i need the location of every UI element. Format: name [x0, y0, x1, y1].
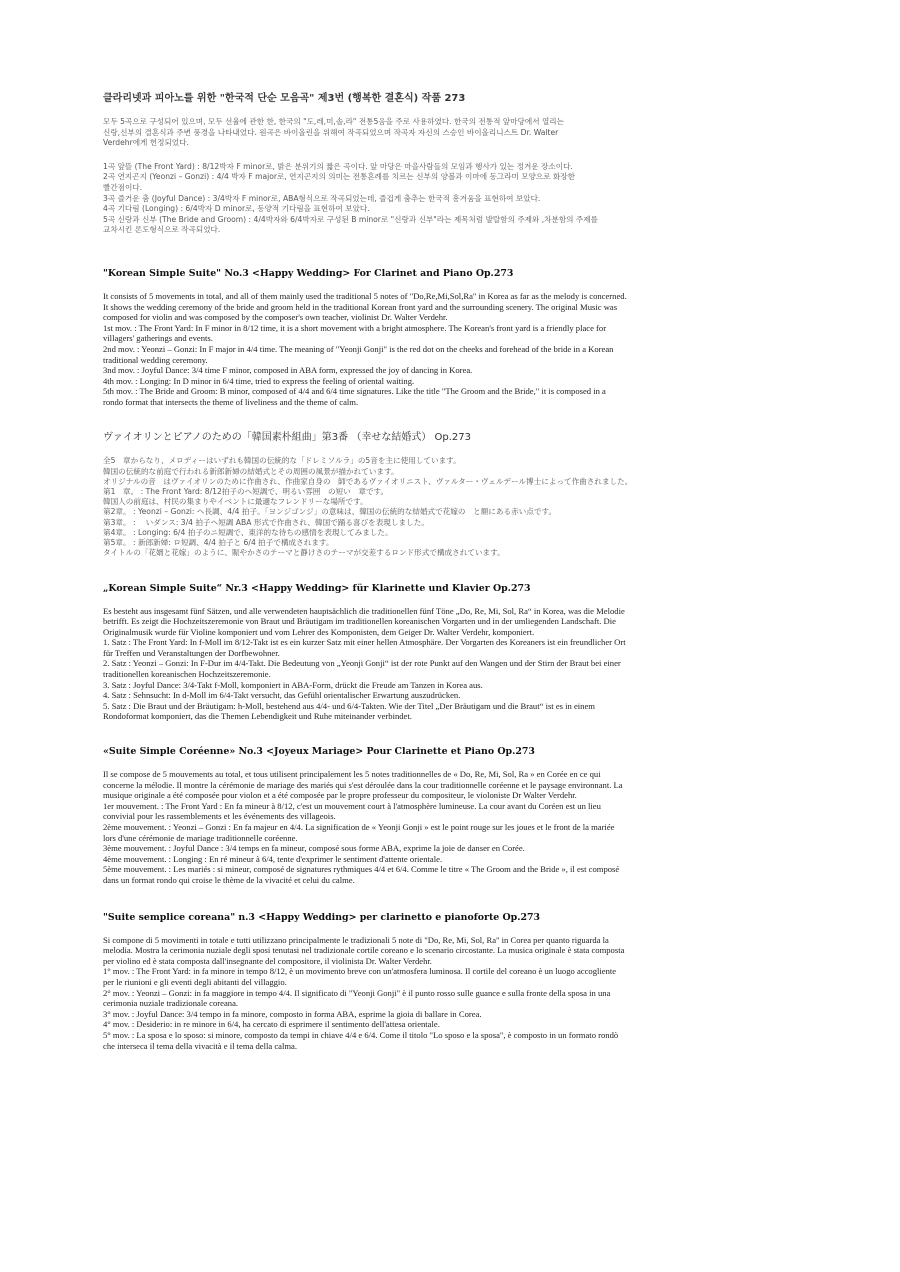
english-title: "Korean Simple Suite" No.3 <Happy Wedding> For Clarinet and Piano Op.273	[103, 267, 514, 279]
text-line: 2곡 연지곤지 (Yeonzi – Gonzi) : 4/4 박자 F major로, 연지곤지의 의미는 전통혼례를 치르는 신부의 양볼과 이마에 동그라미 모양으로 화장한	[103, 172, 575, 182]
text-line: 4th mov. : Longing: In D minor in 6/4 time, tried to express the feeling of oriental waiting.	[103, 375, 415, 386]
french-section	[103, 746, 796, 886]
text-line: Originalmusik wurde für Violine komponiert und vom Lehrer des Komponisten, dem Geiger Dr. Walter Verdehr, komponiert.	[103, 626, 535, 637]
text-line: melodia. Mostra la cerimonia nuziale degli sposi tenutasi nel tradizionale cortile coreano e lo scenario circostante. La musica originale è stata composta	[103, 945, 625, 956]
text-line: 3곡 즐거운 춤 (Joyful Dance) : 3/4박자 F minor로, ABA형식으로 작곡되었는데, 즐겁게 춤추는 한국적 흥겨움을 표현하여 보았다.	[103, 193, 541, 203]
text-line: 第5章。 : 新郎新婦: ロ短調、4/4 拍子と 6/4 拍子で構成されます。	[103, 538, 334, 548]
text-line: 4° mov. : Desiderio: in re minore in 6/4, ha cercato di esprimere il sentimento dell'attesa orientale.	[103, 1019, 440, 1030]
text-line: 3° mov. : Joyful Dance: 3/4 tempo in fa minore, composto in forma ABA, esprime la gioia di ballare in Corea.	[103, 1008, 482, 1019]
text-line: lors d'une cérémonie de mariage traditionnelle coréenne.	[103, 832, 298, 843]
italian-title: "Suite semplice coreana" n.3 <Happy Wedding> per clarinetto e pianoforte Op.273	[103, 911, 541, 923]
text-line: per violino ed è stata composta dall'insegnante del compositore, il violinista Dr. Walter Verdehr.	[103, 955, 432, 966]
italian-body	[103, 935, 796, 1052]
text-line: 2nd mov. : Yeonzi – Gonzi: In F major in 4/4 time. The meaning of "Yeonji Gonji" is the red dot on the cheeks and forehead of the bride in a Korean	[103, 343, 614, 354]
italian-section	[103, 912, 796, 1052]
german-section	[103, 583, 796, 723]
korean-title: 클라리넷과 피아노를 위한 "한국적 단순 모음곡" 제3번 (행복한 결혼식) 작품 273	[103, 93, 466, 104]
text-line: 第3章。 : いダンス: 3/4 拍子ヘ短調 ABA 形式で作曲され、韓国で踊る喜びを表現しました。	[103, 517, 429, 527]
text-line: rondo format that intersects the theme of liveliness and the theme of calm.	[103, 396, 359, 407]
text-line: Verdehr에게 헌정되었다.	[103, 138, 189, 148]
text-line: 2° mov. : Yeonzi – Gonzi: in fa maggiore in tempo 4/4. Il significato di "Yeonji Gonji" è il punto rosso sulle guance e sulla fronte della sposa in una	[103, 987, 611, 998]
text-line: che interseca il tema della vivacità e il tema della calma.	[103, 1040, 297, 1051]
text-line: traditionellen koreanischen Hochzeitszeremonie.	[103, 669, 271, 680]
text-line: 4곡 기다림 (Longing) : 6/4박자 D minor로, 동양적 기다림을 표현하여 보았다.	[103, 204, 370, 214]
text-line: 第2章。 : Yeonzi – Gonzi: ヘ長調、4/4 拍子。「ヨンジゴンジ」の意味は、韓国の伝統的な結婚式で花嫁の と額にある赤い点です。	[103, 507, 557, 517]
german-title: „Korean Simple Suite“ Nr.3 <Happy Wedding> für Klarinette und Klavier Op.273	[103, 582, 531, 594]
text-line: cerimonia nuziale tradizionale coreana.	[103, 998, 239, 1009]
text-line: convivial pour les rassemblements et les événements des villageois.	[103, 811, 336, 822]
japanese-body	[103, 456, 796, 558]
text-line: 1곡 앞뜰 (The Front Yard) : 8/12박자 F minor로, 밝은 분위기의 짧은 곡이다. 앞 마당은 마을사람들의 모임과 행사가 있는 정겨운 장소이다.	[103, 161, 573, 171]
text-line: 교차시킨 론도형식으로 작곡되었다.	[103, 225, 221, 235]
text-line: タイトルの「花婿と花嫁」のように、賑やかさのテーマと静けさのテーマが交差するロンド形式で構成されています。	[103, 548, 505, 558]
japanese-title: ヴァイオリンとピアノのための「韓国素朴組曲」第3番 （幸せな結婚式） Op.273	[103, 432, 472, 444]
text-line: per le riunioni e gli eventi degli abitanti del villaggio.	[103, 976, 287, 987]
text-line: concerne la mélodie. Il montre la cérémonie de mariage des mariés qui s'est déroulée dans la cour traditionnelle coréenne et le paysage environnant. La	[103, 779, 623, 790]
text-line: 1er mouvement. : The Front Yard : En fa mineur à 8/12, c'est un mouvement court à l'atmosphère lumineuse. La cour avant du Coréen est un lieu	[103, 800, 601, 811]
text-line: composed for violin and was composed by the composer's own teacher, violinist Dr. Walter Verdehr.	[103, 312, 448, 323]
text-line: für Treffen und Veranstaltungen der Dorfbewohner.	[103, 647, 280, 658]
text-line: musique originale a été composée pour violon et a été composée par le propre professeur du compositeur, le violoniste Dr Walter Verdehr.	[103, 790, 577, 801]
text-line: 5. Satz : Die Braut und der Bräutigam: h-Moll, bestehend aus 4/4- und 6/4-Takten. Wie der Titel „Der Bräutigam und die Braut“ ist es in einem	[103, 700, 595, 711]
text-line: dans un format rondo qui croise le thème de la vivacité et celui du calme.	[103, 874, 355, 885]
text-line: 5곡 신랑과 신부 (The Bride and Groom) : 4/4박자와 6/4박자로 구성된 B minor로 "신랑과 신부"라는 제목처럼 발랄함의 주제와 ,차분함의 주제를	[103, 214, 598, 224]
text-line: 第4章。 : Longing: 6/4 拍子のニ短調で、東洋的な待ちの感情を表現してみました。	[103, 527, 393, 537]
text-line: Si compone di 5 movimenti in totale e tutti utilizzano principalmente le tradizionali 5 note di "Do, Re, Mi, Sol, Ra" in Corea per quanto riguarda la	[103, 934, 609, 945]
french-body	[103, 769, 796, 886]
text-line: 4ème mouvement. : Longing : En ré mineur à 6/4, tente d'exprimer le sentiment d'attente orientale.	[103, 853, 443, 864]
text-line: 3ème mouvement. : Joyful Dance : 3/4 temps en fa mineur, composé sous forme ABA, exprime la joie de danser en Corée.	[103, 843, 525, 854]
japanese-section	[103, 431, 796, 558]
text-line: 빨간점이다.	[103, 182, 143, 192]
text-line: 1° mov. : The Front Yard: in fa minore in tempo 8/12, è un movimento breve con un'atmosfera luminosa. Il cortile del coreano è un luogo accogliente	[103, 966, 617, 977]
french-title: «Suite Simple Coréenne» No.3 <Joyeux Mariage> Pour Clarinette et Piano Op.273	[103, 746, 535, 758]
text-line: It consists of 5 movements in total, and all of them mainly used the traditional 5 notes of "Do,Re,Mi,Sol,Ra" in Korea as far as the melody is concerned.	[103, 290, 627, 301]
text-line: betrifft. Es zeigt die Hochzeitszeremonie von Braut und Bräutigam im traditionellen koreanischen Vorgarten und in der umliegenden Landschaft. Die	[103, 616, 616, 627]
text-line: 모두 5곡으로 구성되어 있으며, 모두 선율에 관한 한, 한국의 "도,레,미,솔,라" 전통5음을 주로 사용하였다. 한국의 전통적 앞마당에서 열리는	[103, 117, 564, 126]
korean-movements	[103, 162, 796, 236]
text-line: Il se compose de 5 mouvements au total, et tous utilisent principalement les 5 notes traditionnelles de « Do, Re, Mi, Sol, Ra » en Corée en ce qui	[103, 769, 601, 780]
text-line: 1st mov. : The Front Yard: In F minor in 8/12 time, it is a short movement with a bright atmosphere. The Korean's front yard is a friendly place for	[103, 322, 607, 333]
text-line: 4. Satz : Sehnsucht: In d-Moll im 6/4-Takt versucht, das Gefühl orientalischer Erwartung auszudrücken.	[103, 690, 461, 701]
text-line: Rondoformat komponiert, das die Themen Lebendigkeit und Ruhe miteinander verbindet.	[103, 711, 412, 722]
text-line: 5° mov. : La sposa e lo sposo: si minore, composto da tempi in chiave 4/4 e 6/4. Come il titolo "Lo sposo e la sposa", è composto in un formato rondò	[103, 1029, 619, 1040]
text-line: villagers' gatherings and events.	[103, 333, 213, 344]
text-line: 第1 章。 : The Front Yard: 8/12拍子のヘ短調で、明るい雰囲 の短い 章です。	[103, 487, 389, 497]
korean-intro	[103, 117, 796, 149]
text-line: It shows the wedding ceremony of the bride and groom held in the traditional Korean front yard and the surrounding scenery. The original Music was	[103, 301, 618, 312]
text-line: 韓国の伝統的な前庭で行われる新郎新婦の結婚式とその周囲の風景が描かれています。	[103, 466, 399, 476]
text-line: 5ème mouvement. : Les mariés : si mineur, composé de signatures rythmiques 4/4 et 6/4. Comme le titre « The Groom and the Bride », il est composé	[103, 864, 620, 875]
korean-section	[103, 92, 796, 236]
text-line: 1. Satz : The Front Yard: In f-Moll im 8/12-Takt ist es ein kurzer Satz mit einer hellen Atmosphäre. Der Vorgarten des Koreaners ist ein freundlicher Ort	[103, 637, 626, 648]
text-line: 3. Satz : Joyful Dance: 3/4-Takt f-Moll, komponiert in ABA-Form, drückt die Freude am Tanzen in Korea aus.	[103, 679, 483, 690]
text-line: 全5 章からなり、メロディーはいずれも韓国の伝統的な「ドレミソルラ」の5音を主に使用しています。	[103, 456, 461, 466]
text-line: Es besteht aus insgesamt fünf Sätzen, und alle verwendeten hauptsächlich die traditionellen fünf Töne „Do, Re, Mi, Sol, Ra“ in Korea, was die Melodie	[103, 605, 625, 616]
text-line: 2ème mouvement. : Yeonzi – Gonzi : En fa majeur en 4/4. La signification de « Yeonji Gonji » est le point rouge sur les joues et le front de la mariée	[103, 822, 615, 832]
text-line: 3nd mov. : Joyful Dance: 3/4 time F minor, composed in ABA form, expressed the joy of dancing in Korea.	[103, 365, 473, 376]
text-line: 韓国人の前庭は、村民の集まりやイベントに最適なフレンドリーな場所です。	[103, 497, 368, 507]
text-line: 2. Satz : Yeonzi – Gonzi: In F-Dur im 4/4-Takt. Die Bedeutung von „Yeonji Gonji“ ist der rote Punkt auf den Wangen und der Stirn der Braut bei einer	[103, 658, 621, 669]
german-body	[103, 606, 796, 723]
text-line: traditional wedding ceremony.	[103, 354, 208, 365]
text-line: 5th mov. : The Bride and Groom: B minor, composed of 4/4 and 6/4 time signatures. Like the title "The Groom and the Bride," it is composed in a	[103, 386, 606, 397]
english-section	[103, 268, 796, 408]
english-body	[103, 291, 796, 408]
text-line: オリジナルの音 はヴァイオリンのために作曲され、作曲家自身の 師であるヴァイオリニスト、ヴァルター・ヴェルデール博士によって作曲されました。	[103, 476, 633, 486]
text-line: 신랑,신부의 결혼식과 주변 풍경을 나타내었다. 원곡은 바이올린을 위해여 작곡되었으며 작곡자 자신의 스승인 바이올리니스트 Dr. Walter	[103, 127, 559, 137]
